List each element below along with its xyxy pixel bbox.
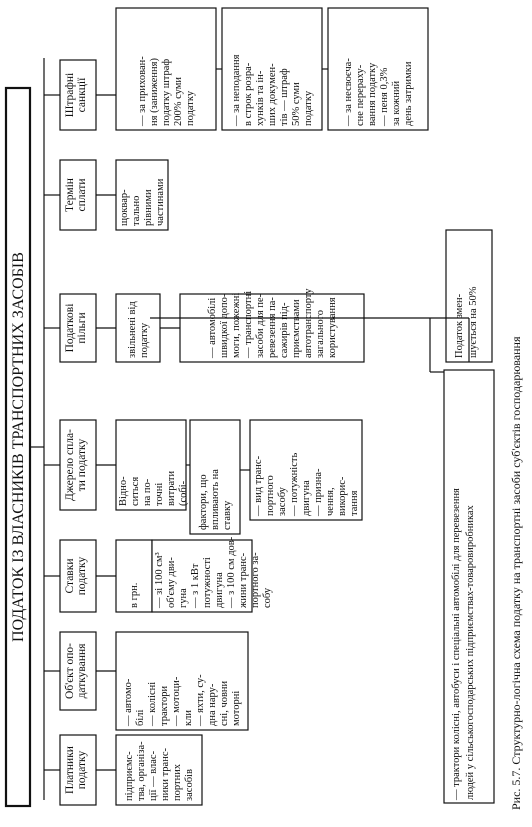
object-detail-1-line-7: — яхти, су- <box>195 674 206 726</box>
penalties-detail-2-line-1: — за неподання <box>231 54 242 126</box>
term-header-line-1: Термін <box>64 178 76 212</box>
source-detail-3-line-3: засобу <box>277 487 288 516</box>
object-header-line-1: Об'єкт опо- <box>64 643 76 699</box>
penalties-header-line-1: Штрафні <box>64 72 76 118</box>
figure-caption: Рис. 5.7. Структурно-логічна схема податку на транспортні засоби суб'єктів господарювання <box>509 336 523 810</box>
source-detail-3-line-6: — призна- <box>313 468 324 516</box>
object-detail-1-line-1: — автомо- <box>123 678 134 726</box>
rates-header-line-2: податку <box>76 556 88 596</box>
term-header-line-2: сплати <box>76 178 88 212</box>
source-detail-3-line-5: двигуна <box>301 480 312 516</box>
penalties-detail-2-line-6: 50% суми <box>291 82 302 126</box>
benefits-header-line-1: Податкові <box>64 303 76 353</box>
source-detail-2-line-1: фактори, що <box>198 474 209 530</box>
penalties-detail-1-line-2: ня (заниження) <box>149 58 160 126</box>
source-detail-3-line-7: чення, <box>325 487 336 516</box>
payers-detail-1-line-6: засобів <box>184 769 195 801</box>
benefits-detail-2-line-4: — транспортні <box>243 290 254 358</box>
benefits-detail-2-line-2: швидкої допо- <box>219 293 230 358</box>
object-detail-1-line-2: білі <box>135 709 146 726</box>
rates-detail-2-line-4: — з 1 кВт <box>190 563 201 608</box>
categories-layer <box>44 8 428 805</box>
object-detail-1-line-9: сні, човни <box>219 680 230 726</box>
bottom-note-line-2: людей у сільськогосподарських підприємствах-товаровиробниках <box>465 505 476 800</box>
benefits-detail-1-line-1: звільнені від <box>127 301 138 358</box>
source-header-line-1: Джерело спла- <box>64 429 76 501</box>
source-detail-1-line-5: витрати <box>166 470 177 506</box>
benefits-detail-2-line-11: користування <box>327 297 338 358</box>
rates-detail-2-line-7: — з 100 см дов- <box>226 536 237 608</box>
source-detail-3-line-2: портного <box>265 475 276 516</box>
source-detail-1-line-1: Відно- <box>118 476 129 506</box>
penalties-detail-3-line-2: сне перераху- <box>355 64 366 126</box>
benefits-detail-2-line-5: засоби для пе- <box>255 293 266 358</box>
bottom-note-line-1: — трактори колісні, автобуси і спеціальні автомобілі для перевезення <box>451 488 462 800</box>
rates-detail-2-line-6: двигуна <box>214 572 225 608</box>
source-detail-3-line-4: — потужність <box>289 452 300 516</box>
benefits-detail-2-line-3: моги, пожежні <box>231 292 242 358</box>
penalties-detail-2-line-3: хунків та ін- <box>255 70 266 126</box>
penalties-header-line-2: санкції <box>76 77 88 113</box>
object-detail-1-line-6: кли <box>183 710 194 726</box>
payers-detail-1-line-1: підприємс- <box>124 751 135 801</box>
term-detail-1-line-1: щоквар- <box>119 189 130 226</box>
penalties-detail-3-line-5: за кожний <box>391 80 402 126</box>
source-detail-1-line-3: на по- <box>142 478 153 506</box>
object-detail-1-line-3: — колісні <box>147 681 158 726</box>
benefits-detail-2-line-10: загального <box>315 309 326 358</box>
benefits-detail-box-1 <box>116 294 160 362</box>
penalties-detail-1-line-5: податку <box>185 90 196 126</box>
penalties-detail-3-line-3: вання податку <box>367 62 378 126</box>
penalties-detail-1-line-1: — за прихован- <box>137 56 148 126</box>
source-detail-2-line-2: впливають на <box>210 469 221 530</box>
term-detail-1-line-4: частинами <box>155 178 166 226</box>
rates-detail-2-line-8: жини транс- <box>238 552 249 608</box>
source-detail-3-line-9: тання <box>349 490 360 516</box>
rates-detail-2-line-9: портного за- <box>250 552 261 608</box>
source-detail-1-line-6: (собі- <box>178 480 189 506</box>
benefits-header-line-2: пільги <box>76 312 88 344</box>
source-detail-1-line-4: точні <box>154 482 165 506</box>
rates-detail-2-line-10: собу <box>262 587 273 608</box>
penalties-detail-3-line-4: — пеня 0,3% <box>379 67 390 126</box>
benefits-detail-2-line-7: сажирів під- <box>279 302 290 358</box>
payers-detail-1-line-3: ції — влас- <box>148 750 159 801</box>
penalties-detail-1-line-4: 200% суми <box>173 76 184 126</box>
object-detail-1-line-8: дна нару- <box>207 683 218 726</box>
object-detail-1-line-10: моторні <box>231 690 242 726</box>
rates-detail-2-line-5: потужності <box>202 557 213 608</box>
reduction-note-line-1: Податок змен- <box>454 293 465 358</box>
object-header-line-2: даткування <box>76 643 88 699</box>
source-detail-2-line-3: ставку <box>222 500 233 530</box>
rates-detail-2-line-3: гуна <box>178 588 189 608</box>
rates-header-line-1: Ставки <box>64 558 76 594</box>
source-detail-3-line-8: викорис- <box>337 476 348 516</box>
benefits-detail-2-line-9: автотранспорту <box>303 288 314 358</box>
payers-detail-1-line-2: тва, організа- <box>136 741 147 801</box>
penalties-detail-2-line-7: податку <box>303 90 314 126</box>
payers-header-line-1: Платники <box>64 746 76 794</box>
main-title-box <box>6 88 30 806</box>
main-title: ПОДАТОК ІЗ ВЛАСНИКІВ ТРАНСПОРТНИХ ЗАСОБІВ <box>10 252 27 642</box>
benefits-detail-2-line-1: — автомобілі <box>207 297 218 358</box>
penalties-detail-3-line-1: — за несвоєча- <box>343 58 354 126</box>
benefits-detail-2-line-6: ревезення па- <box>267 297 278 358</box>
source-header-line-2: ти податку <box>76 438 88 492</box>
reduction-note-line-2: шується на 50% <box>468 286 479 358</box>
payers-header-line-2: податку <box>76 750 88 790</box>
penalties-detail-3-line-6: день затримки <box>403 61 414 126</box>
penalties-detail-1-line-3: податку штраф <box>161 58 172 126</box>
rates-detail-2-line-2: об'єму дви- <box>166 557 177 608</box>
source-detail-3-line-1: — вид транс- <box>253 455 264 516</box>
penalties-detail-2-line-2: в строк розра- <box>243 62 254 126</box>
bottom-note-box <box>444 370 494 803</box>
benefits-detail-1-line-2: податку <box>139 322 150 358</box>
rates-detail-2-line-1: — зі 100 см³ <box>154 552 165 608</box>
term-detail-1-line-2: тально <box>131 195 142 226</box>
penalties-detail-2-line-4: ших докумен- <box>267 63 278 126</box>
payers-detail-1-line-4: ники транс- <box>160 748 171 801</box>
payers-detail-1-line-5: портних <box>172 763 183 801</box>
object-detail-1-line-5: — мотоци- <box>171 676 182 726</box>
penalties-detail-2-line-5: тів — штраф <box>279 68 290 126</box>
object-detail-1-line-4: трактори <box>159 685 170 726</box>
source-detail-1-line-2: ситься <box>130 476 141 506</box>
rates-detail-1-line-1: в грн. <box>129 582 140 608</box>
benefits-detail-2-line-8: приємствами <box>291 299 302 358</box>
term-detail-1-line-3: рівними <box>143 189 154 226</box>
